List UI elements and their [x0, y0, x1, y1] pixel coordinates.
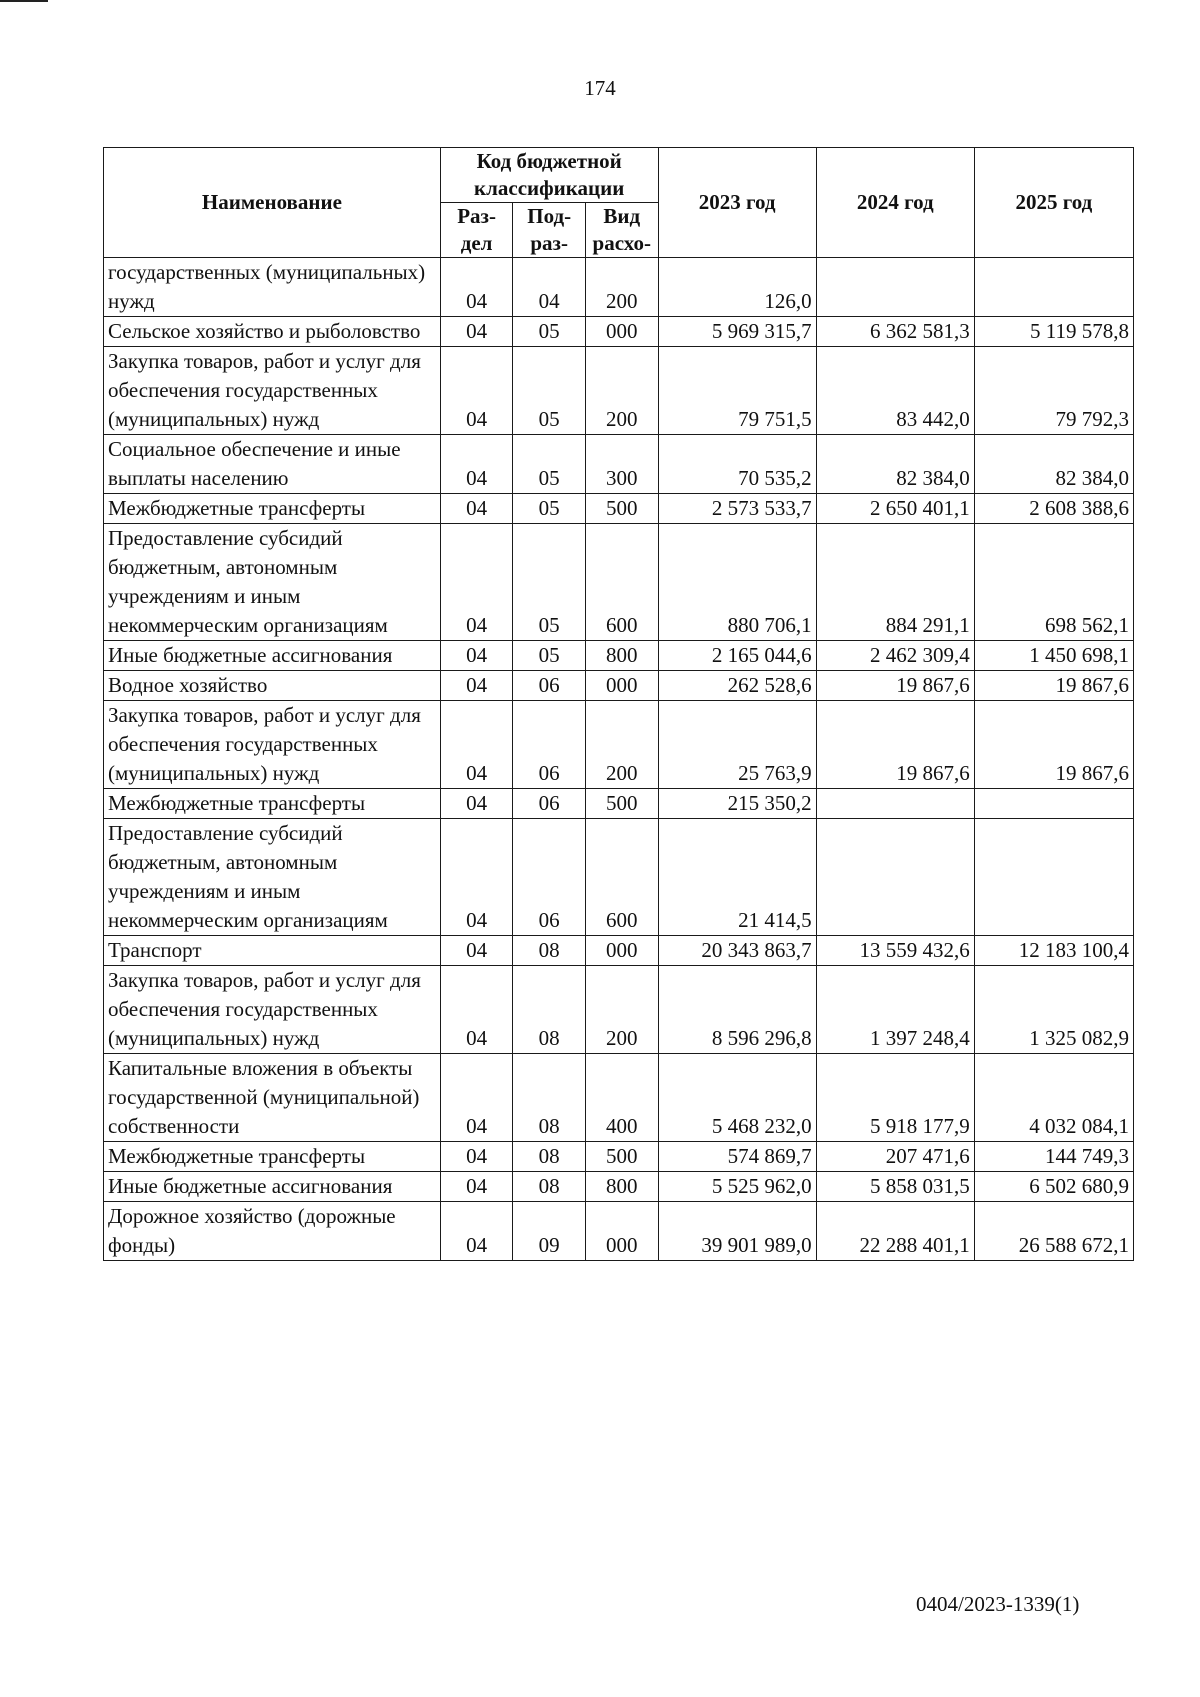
- header-name: Наименование: [104, 148, 441, 258]
- row-name-cell: Закупка товаров, работ и услуг для обеспечения государственных (муниципальных) нужд: [104, 347, 441, 435]
- value-2024-cell: 2 650 401,1: [816, 494, 974, 524]
- value-2024-cell: [816, 819, 974, 936]
- value-2025-cell: 1 450 698,1: [974, 641, 1133, 671]
- podrazdel-cell: 05: [513, 347, 586, 435]
- value-2025-cell: 144 749,3: [974, 1142, 1133, 1172]
- vid-cell: 300: [585, 435, 658, 494]
- vid-cell: 000: [585, 317, 658, 347]
- podrazdel-cell: 09: [513, 1202, 586, 1261]
- value-2024-cell: 22 288 401,1: [816, 1202, 974, 1261]
- razdel-cell: 04: [440, 1172, 513, 1202]
- vid-cell: 000: [585, 1202, 658, 1261]
- table-row: [104, 789, 1134, 819]
- vid-cell: 200: [585, 701, 658, 789]
- podrazdel-cell: 06: [513, 819, 586, 936]
- podrazdel-cell: 05: [513, 494, 586, 524]
- table-row: [104, 1054, 1134, 1142]
- razdel-cell: 04: [440, 317, 513, 347]
- header-row-top: [104, 148, 1134, 203]
- razdel-cell: 04: [440, 936, 513, 966]
- header-2024: 2024 год: [816, 148, 974, 258]
- row-name-cell: Предоставление субсидий бюджетным, автономным учреждениям и иным некоммерческим организациям: [104, 819, 441, 936]
- vid-cell: 500: [585, 789, 658, 819]
- razdel-cell: 04: [440, 789, 513, 819]
- value-2023-cell: 79 751,5: [658, 347, 816, 435]
- table-row: [104, 258, 1134, 317]
- value-2025-cell: 19 867,6: [974, 701, 1133, 789]
- value-2024-cell: 5 918 177,9: [816, 1054, 974, 1142]
- row-name-cell: государственных (муниципальных) нужд: [104, 258, 441, 317]
- podrazdel-cell: 08: [513, 1054, 586, 1142]
- budget-table: [103, 147, 1134, 1261]
- vid-cell: 500: [585, 1142, 658, 1172]
- row-name-cell: Капитальные вложения в объекты государственной (муниципальной) собственности: [104, 1054, 441, 1142]
- value-2025-cell: 26 588 672,1: [974, 1202, 1133, 1261]
- header-podrazdel: Под-раз-: [513, 203, 586, 258]
- header-2023: 2023 год: [658, 148, 816, 258]
- value-2023-cell: 262 528,6: [658, 671, 816, 701]
- row-name-cell: Межбюджетные трансферты: [104, 789, 441, 819]
- row-name-cell: Иные бюджетные ассигнования: [104, 1172, 441, 1202]
- row-name-cell: Сельское хозяйство и рыболовство: [104, 317, 441, 347]
- value-2023-cell: 5 525 962,0: [658, 1172, 816, 1202]
- value-2023-cell: 2 573 533,7: [658, 494, 816, 524]
- value-2024-cell: 207 471,6: [816, 1142, 974, 1172]
- value-2024-cell: 83 442,0: [816, 347, 974, 435]
- value-2024-cell: 884 291,1: [816, 524, 974, 641]
- value-2025-cell: 19 867,6: [974, 671, 1133, 701]
- razdel-cell: 04: [440, 671, 513, 701]
- value-2023-cell: 5 468 232,0: [658, 1054, 816, 1142]
- value-2023-cell: 25 763,9: [658, 701, 816, 789]
- podrazdel-cell: 06: [513, 701, 586, 789]
- value-2024-cell: 2 462 309,4: [816, 641, 974, 671]
- header-2025: 2025 год: [974, 148, 1133, 258]
- vid-cell: 200: [585, 966, 658, 1054]
- value-2025-cell: [974, 819, 1133, 936]
- razdel-cell: 04: [440, 966, 513, 1054]
- value-2025-cell: 12 183 100,4: [974, 936, 1133, 966]
- podrazdel-cell: 05: [513, 641, 586, 671]
- table-row: [104, 819, 1134, 936]
- value-2023-cell: 5 969 315,7: [658, 317, 816, 347]
- value-2025-cell: 4 032 084,1: [974, 1054, 1133, 1142]
- value-2023-cell: 8 596 296,8: [658, 966, 816, 1054]
- value-2024-cell: 19 867,6: [816, 671, 974, 701]
- value-2025-cell: 5 119 578,8: [974, 317, 1133, 347]
- razdel-cell: 04: [440, 1202, 513, 1261]
- value-2025-cell: 2 608 388,6: [974, 494, 1133, 524]
- razdel-cell: 04: [440, 494, 513, 524]
- value-2023-cell: 21 414,5: [658, 819, 816, 936]
- razdel-cell: 04: [440, 819, 513, 936]
- vid-cell: 600: [585, 819, 658, 936]
- value-2025-cell: 82 384,0: [974, 435, 1133, 494]
- table-row: [104, 671, 1134, 701]
- vid-cell: 600: [585, 524, 658, 641]
- vid-cell: 000: [585, 936, 658, 966]
- razdel-cell: 04: [440, 524, 513, 641]
- podrazdel-cell: 04: [513, 258, 586, 317]
- vid-cell: 200: [585, 258, 658, 317]
- table-row: [104, 1172, 1134, 1202]
- header-vid: Вид расхо-: [585, 203, 658, 258]
- razdel-cell: 04: [440, 435, 513, 494]
- row-name-cell: Закупка товаров, работ и услуг для обеспечения государственных (муниципальных) нужд: [104, 966, 441, 1054]
- value-2023-cell: 215 350,2: [658, 789, 816, 819]
- header-razdel: Раз-дел: [440, 203, 513, 258]
- value-2024-cell: 5 858 031,5: [816, 1172, 974, 1202]
- row-name-cell: Иные бюджетные ассигнования: [104, 641, 441, 671]
- table-row: [104, 435, 1134, 494]
- row-name-cell: Транспорт: [104, 936, 441, 966]
- value-2023-cell: 2 165 044,6: [658, 641, 816, 671]
- value-2023-cell: 126,0: [658, 258, 816, 317]
- podrazdel-cell: 08: [513, 936, 586, 966]
- page-number: 174: [584, 76, 616, 100]
- value-2025-cell: 1 325 082,9: [974, 966, 1133, 1054]
- vid-cell: 800: [585, 641, 658, 671]
- razdel-cell: 04: [440, 1142, 513, 1172]
- scan-edge-mark: [0, 0, 48, 2]
- podrazdel-cell: 05: [513, 435, 586, 494]
- value-2025-cell: [974, 789, 1133, 819]
- row-name-cell: Водное хозяйство: [104, 671, 441, 701]
- value-2023-cell: 70 535,2: [658, 435, 816, 494]
- row-name-cell: Предоставление субсидий бюджетным, автономным учреждениям и иным некоммерческим организациям: [104, 524, 441, 641]
- row-name-cell: Социальное обеспечение и иные выплаты населению: [104, 435, 441, 494]
- podrazdel-cell: 06: [513, 789, 586, 819]
- value-2023-cell: 880 706,1: [658, 524, 816, 641]
- value-2023-cell: 20 343 863,7: [658, 936, 816, 966]
- row-name-cell: Дорожное хозяйство (дорожные фонды): [104, 1202, 441, 1261]
- value-2025-cell: 698 562,1: [974, 524, 1133, 641]
- table-row: [104, 966, 1134, 1054]
- value-2024-cell: 1 397 248,4: [816, 966, 974, 1054]
- table-row: [104, 936, 1134, 966]
- value-2024-cell: 82 384,0: [816, 435, 974, 494]
- value-2025-cell: 79 792,3: [974, 347, 1133, 435]
- podrazdel-cell: 05: [513, 317, 586, 347]
- razdel-cell: 04: [440, 1054, 513, 1142]
- podrazdel-cell: 06: [513, 671, 586, 701]
- value-2024-cell: 6 362 581,3: [816, 317, 974, 347]
- header-code-group: Код бюджетной классификации: [440, 148, 658, 203]
- podrazdel-cell: 08: [513, 966, 586, 1054]
- table-row: [104, 701, 1134, 789]
- razdel-cell: 04: [440, 258, 513, 317]
- value-2024-cell: [816, 258, 974, 317]
- value-2023-cell: 39 901 989,0: [658, 1202, 816, 1261]
- table-row: [104, 524, 1134, 641]
- razdel-cell: 04: [440, 701, 513, 789]
- document-id: 0404/2023-1339(1): [916, 1592, 1080, 1616]
- table-body: [104, 258, 1134, 1261]
- row-name-cell: Межбюджетные трансферты: [104, 494, 441, 524]
- value-2024-cell: [816, 789, 974, 819]
- table-row: [104, 1202, 1134, 1261]
- value-2024-cell: 13 559 432,6: [816, 936, 974, 966]
- vid-cell: 800: [585, 1172, 658, 1202]
- table-row: [104, 317, 1134, 347]
- razdel-cell: 04: [440, 347, 513, 435]
- value-2025-cell: 6 502 680,9: [974, 1172, 1133, 1202]
- row-name-cell: Закупка товаров, работ и услуг для обеспечения государственных (муниципальных) нужд: [104, 701, 441, 789]
- podrazdel-cell: 08: [513, 1172, 586, 1202]
- value-2023-cell: 574 869,7: [658, 1142, 816, 1172]
- podrazdel-cell: 05: [513, 524, 586, 641]
- table-row: [104, 494, 1134, 524]
- vid-cell: 500: [585, 494, 658, 524]
- vid-cell: 000: [585, 671, 658, 701]
- row-name-cell: Межбюджетные трансферты: [104, 1142, 441, 1172]
- podrazdel-cell: 08: [513, 1142, 586, 1172]
- table-row: [104, 641, 1134, 671]
- vid-cell: 400: [585, 1054, 658, 1142]
- value-2025-cell: [974, 258, 1133, 317]
- razdel-cell: 04: [440, 641, 513, 671]
- vid-cell: 200: [585, 347, 658, 435]
- value-2024-cell: 19 867,6: [816, 701, 974, 789]
- table-row: [104, 347, 1134, 435]
- table-row: [104, 1142, 1134, 1172]
